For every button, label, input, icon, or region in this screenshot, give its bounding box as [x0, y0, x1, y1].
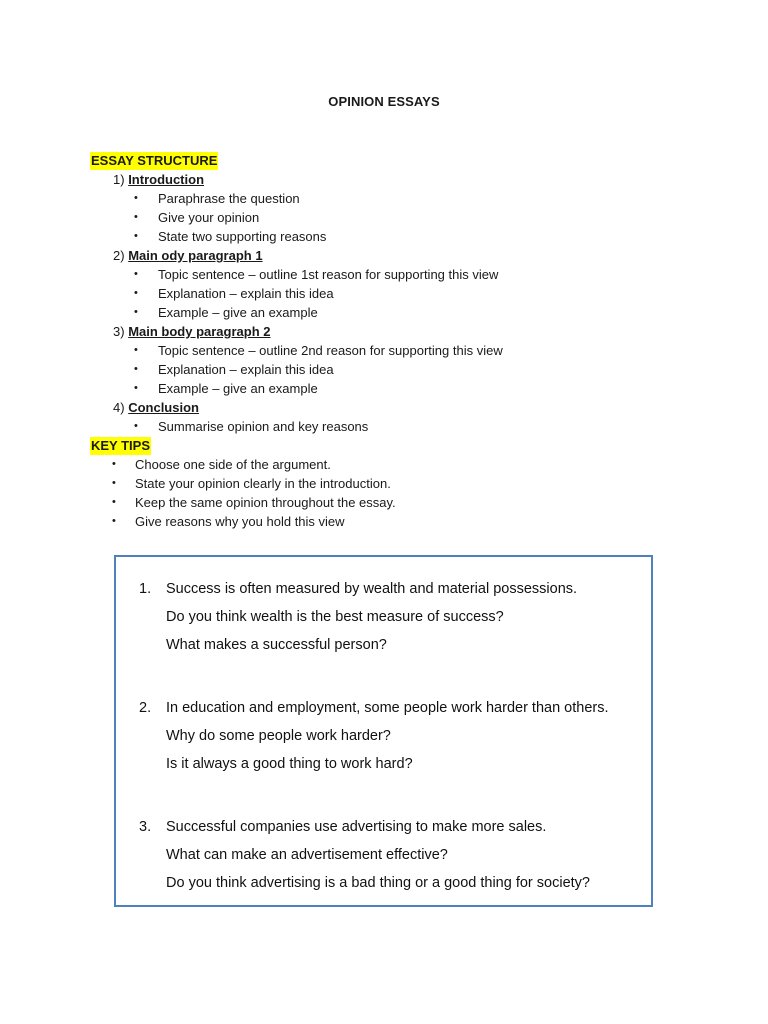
list-item-text: Topic sentence – outline 1st reason for supporting this view [158, 267, 499, 282]
section-conclusion [113, 398, 690, 417]
bullet-icon: • [112, 515, 116, 527]
list-item [112, 455, 690, 474]
key-tips-list [90, 455, 690, 531]
question-sub: Do you think advertising is a bad thing or a good thing for society? [166, 875, 590, 891]
section-label: Conclusion [128, 400, 199, 415]
list-item-text: State your opinion clearly in the introduction. [135, 476, 391, 491]
list-item [134, 265, 690, 284]
list-item [134, 189, 690, 208]
question-statement-line [139, 575, 649, 603]
section-introduction [113, 170, 690, 189]
bullet-icon: • [112, 477, 116, 489]
list-item [134, 379, 690, 398]
section-label: Main ody paragraph 1 [128, 248, 263, 263]
question-sub: What can make an advertisement effective? [166, 847, 448, 863]
question-statement: Success is often measured by wealth and material possessions. [166, 581, 578, 597]
question-statement: Successful companies use advertising to make more sales. [166, 819, 547, 835]
list-item-text: Give your opinion [158, 210, 260, 225]
list-item [134, 303, 690, 322]
list-item-text: Explanation – explain this idea [158, 286, 334, 301]
bullet-icon: • [134, 420, 138, 432]
question-sub: What makes a successful person? [166, 637, 387, 653]
bullet-icon: • [112, 496, 116, 508]
list-item [134, 208, 690, 227]
section-label: Main body paragraph 2 [128, 324, 271, 339]
list-item [134, 284, 690, 303]
section-number: 2) [113, 248, 125, 263]
key-tips-label: KEY TIPS [91, 438, 151, 453]
bullet-icon: • [134, 192, 138, 204]
list-item [134, 341, 690, 360]
section-number: 1) [113, 172, 125, 187]
question-item [139, 575, 649, 659]
section-number: 3) [113, 324, 125, 339]
bullet-icon: • [134, 306, 138, 318]
conclusion-bullets [90, 417, 690, 436]
list-item-text: Summarise opinion and key reasons [158, 419, 369, 434]
question-item [139, 694, 649, 778]
bullet-icon: • [112, 458, 116, 470]
list-item-text: Topic sentence – outline 2nd reason for supporting this view [158, 343, 503, 358]
questions-box [114, 555, 653, 907]
question-sub: Do you think wealth is the best measure of success? [166, 609, 504, 625]
list-item-text: Give reasons why you hold this view [135, 514, 345, 529]
bullet-icon: • [134, 230, 138, 242]
list-item-text: Choose one side of the argument. [135, 457, 331, 472]
question-statement: In education and employment, some people work harder than others. [166, 700, 609, 716]
list-item [112, 474, 690, 493]
main-body-1-bullets [90, 265, 690, 322]
section-number: 4) [113, 400, 125, 415]
main-body-2-bullets [90, 341, 690, 398]
list-item-text: Paraphrase the question [158, 191, 300, 206]
section-main-body-2 [113, 322, 690, 341]
list-item [134, 417, 690, 436]
question-statement-line [139, 813, 649, 841]
list-item [112, 512, 690, 531]
essay-structure-label: ESSAY STRUCTURE [91, 153, 218, 168]
introduction-bullets [90, 189, 690, 246]
question-number: 3. [139, 819, 152, 835]
list-item [134, 360, 690, 379]
key-tips-heading [90, 436, 690, 455]
bullet-icon: • [134, 344, 138, 356]
list-item-text: Example – give an example [158, 305, 318, 320]
bullet-icon: • [134, 382, 138, 394]
bullet-icon: • [134, 211, 138, 223]
question-number: 1. [139, 581, 152, 597]
bullet-icon: • [134, 268, 138, 280]
list-item-text: Keep the same opinion throughout the essay. [135, 495, 396, 510]
question-sub: Is it always a good thing to work hard? [166, 756, 413, 772]
bullet-icon: • [134, 287, 138, 299]
question-statement-line [139, 694, 649, 722]
document-body [90, 151, 690, 531]
question-number: 2. [139, 700, 152, 716]
section-label: Introduction [128, 172, 205, 187]
list-item [112, 493, 690, 512]
list-item-text: State two supporting reasons [158, 229, 327, 244]
bullet-icon: • [134, 363, 138, 375]
essay-structure-heading [90, 151, 690, 170]
list-item-text: Explanation – explain this idea [158, 362, 334, 377]
question-sub: Why do some people work harder? [166, 728, 391, 744]
list-item-text: Example – give an example [158, 381, 318, 396]
question-item [139, 813, 649, 897]
page-title: OPINION ESSAYS [328, 94, 440, 109]
section-main-body-1 [113, 246, 690, 265]
list-item [134, 227, 690, 246]
